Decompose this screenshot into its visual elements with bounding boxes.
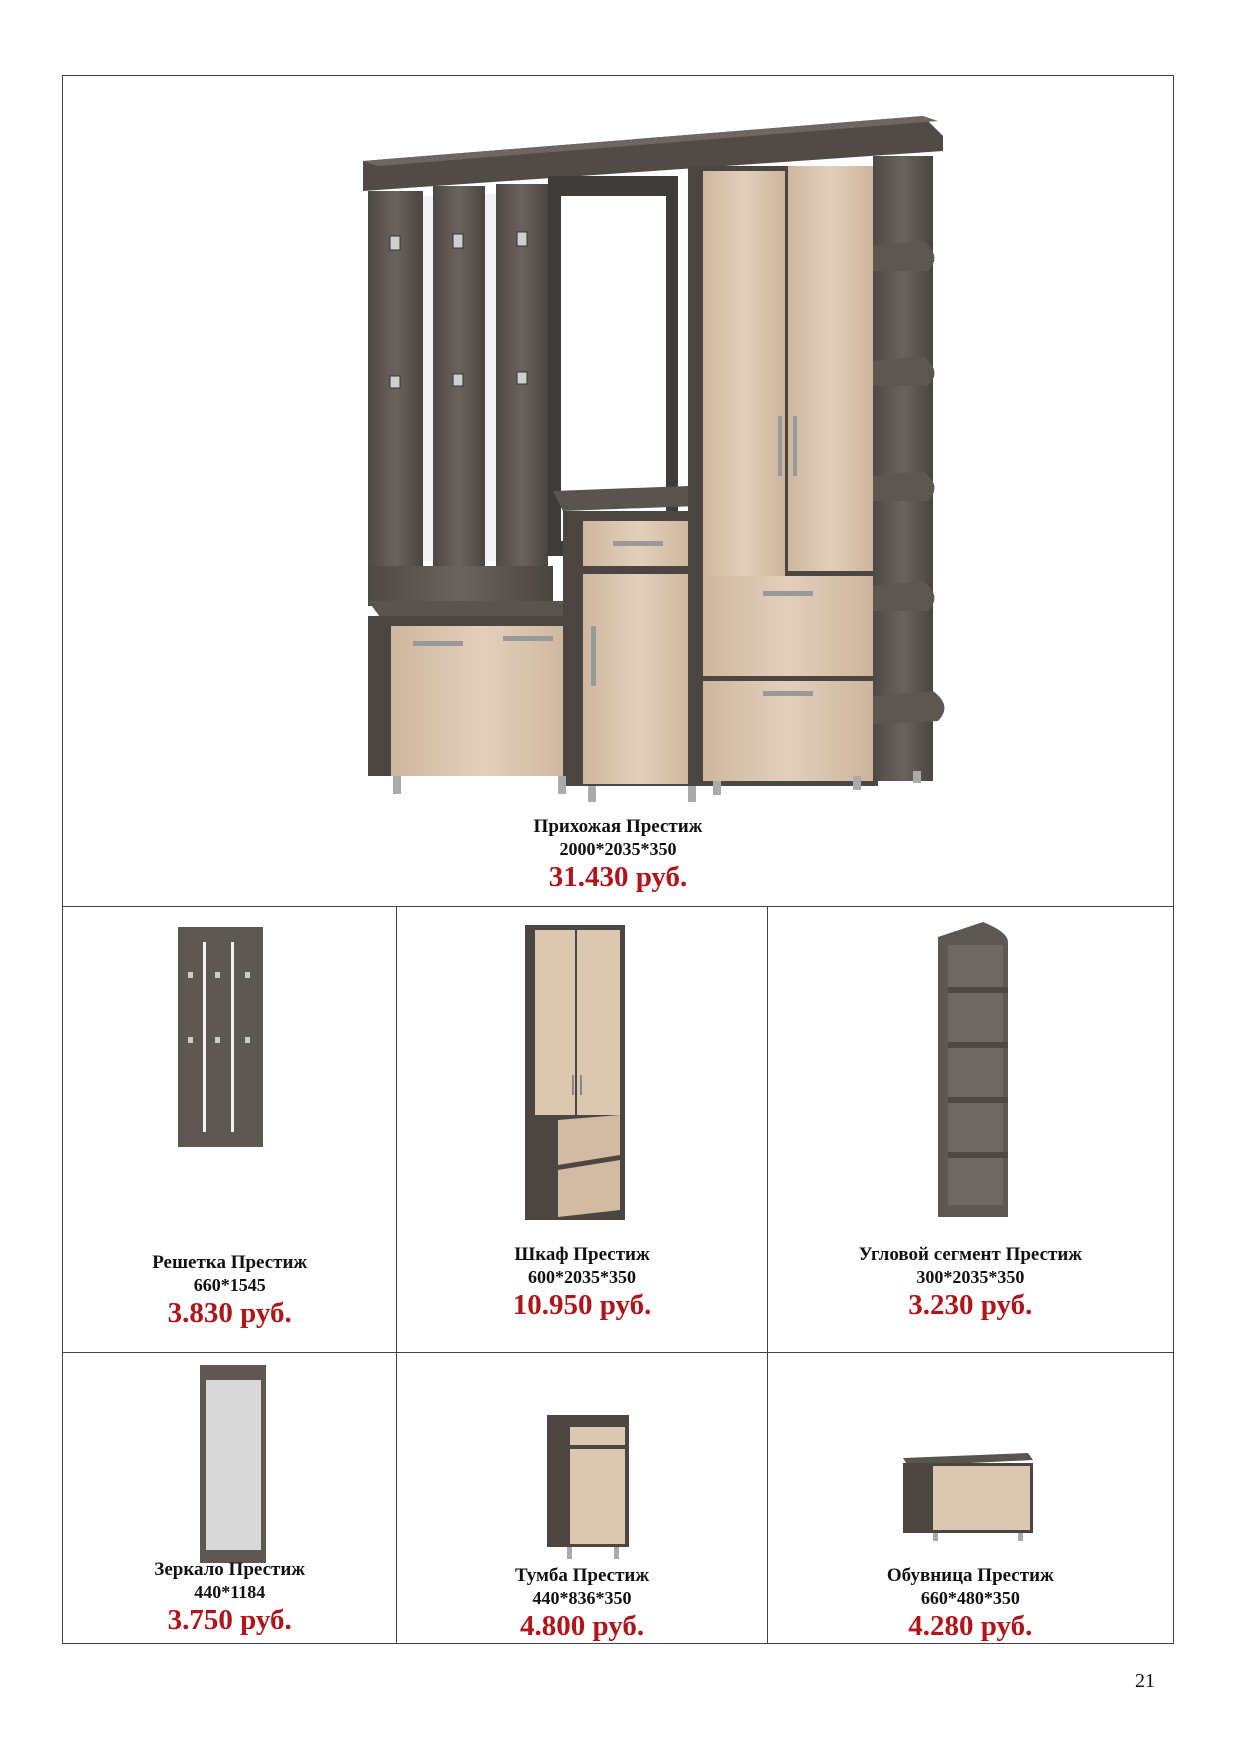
coat-rack-image xyxy=(173,927,268,1152)
product-dimensions: 660*1545 xyxy=(193,1275,266,1295)
product-dimensions: 300*2035*350 xyxy=(916,1267,1025,1287)
cabinet-image xyxy=(542,1415,632,1565)
wardrobe-image xyxy=(520,925,630,1225)
product-cell-corner xyxy=(767,907,1173,1353)
product-name: Угловой сегмент Престиж xyxy=(858,1244,1083,1265)
product-price: 4.800 руб. xyxy=(519,1610,645,1642)
corner-segment-image xyxy=(928,917,1018,1222)
product-price: 10.950 руб. xyxy=(512,1289,652,1321)
product-dimensions: 600*2035*350 xyxy=(528,1267,637,1287)
product-caption xyxy=(768,1244,1173,1322)
product-name: Тумба Престиж xyxy=(514,1565,650,1586)
product-caption xyxy=(397,1244,766,1322)
shoe-cabinet-image xyxy=(898,1448,1038,1543)
product-dimensions: 440*1184 xyxy=(194,1582,266,1602)
product-caption xyxy=(768,1565,1173,1643)
product-price: 4.280 руб. xyxy=(908,1610,1033,1642)
product-price: 3.230 руб. xyxy=(908,1289,1033,1321)
product-name: Прихожая Престиж xyxy=(533,816,703,837)
page-number: 21 xyxy=(1135,1670,1155,1692)
mirror-image xyxy=(198,1365,268,1565)
product-price: 31.430 руб. xyxy=(548,861,688,893)
product-cell-mirror xyxy=(63,1353,397,1644)
product-dimensions: 440*836*350 xyxy=(532,1588,632,1608)
product-cell-shoe-cabinet xyxy=(767,1353,1173,1644)
product-dimensions: 660*480*350 xyxy=(920,1588,1020,1608)
product-cell-rack xyxy=(63,907,397,1353)
product-caption xyxy=(63,816,1173,894)
product-price: 3.750 руб. xyxy=(167,1604,292,1636)
product-dimensions: 2000*2035*350 xyxy=(559,839,677,859)
product-caption xyxy=(397,1565,766,1643)
product-caption xyxy=(63,1559,396,1637)
product-cell-cabinet xyxy=(397,1353,767,1644)
product-grid xyxy=(62,75,1174,1644)
product-name: Обувница Престиж xyxy=(886,1565,1054,1586)
product-cell-hallway xyxy=(63,76,1174,907)
product-price: 3.830 руб. xyxy=(167,1297,292,1329)
product-caption xyxy=(63,1252,396,1330)
product-name: Зеркало Престиж xyxy=(154,1559,306,1580)
hallway-set-image xyxy=(293,96,973,816)
product-name: Решетка Престиж xyxy=(152,1252,308,1273)
product-name: Шкаф Престиж xyxy=(514,1244,650,1265)
product-cell-wardrobe xyxy=(397,907,767,1353)
